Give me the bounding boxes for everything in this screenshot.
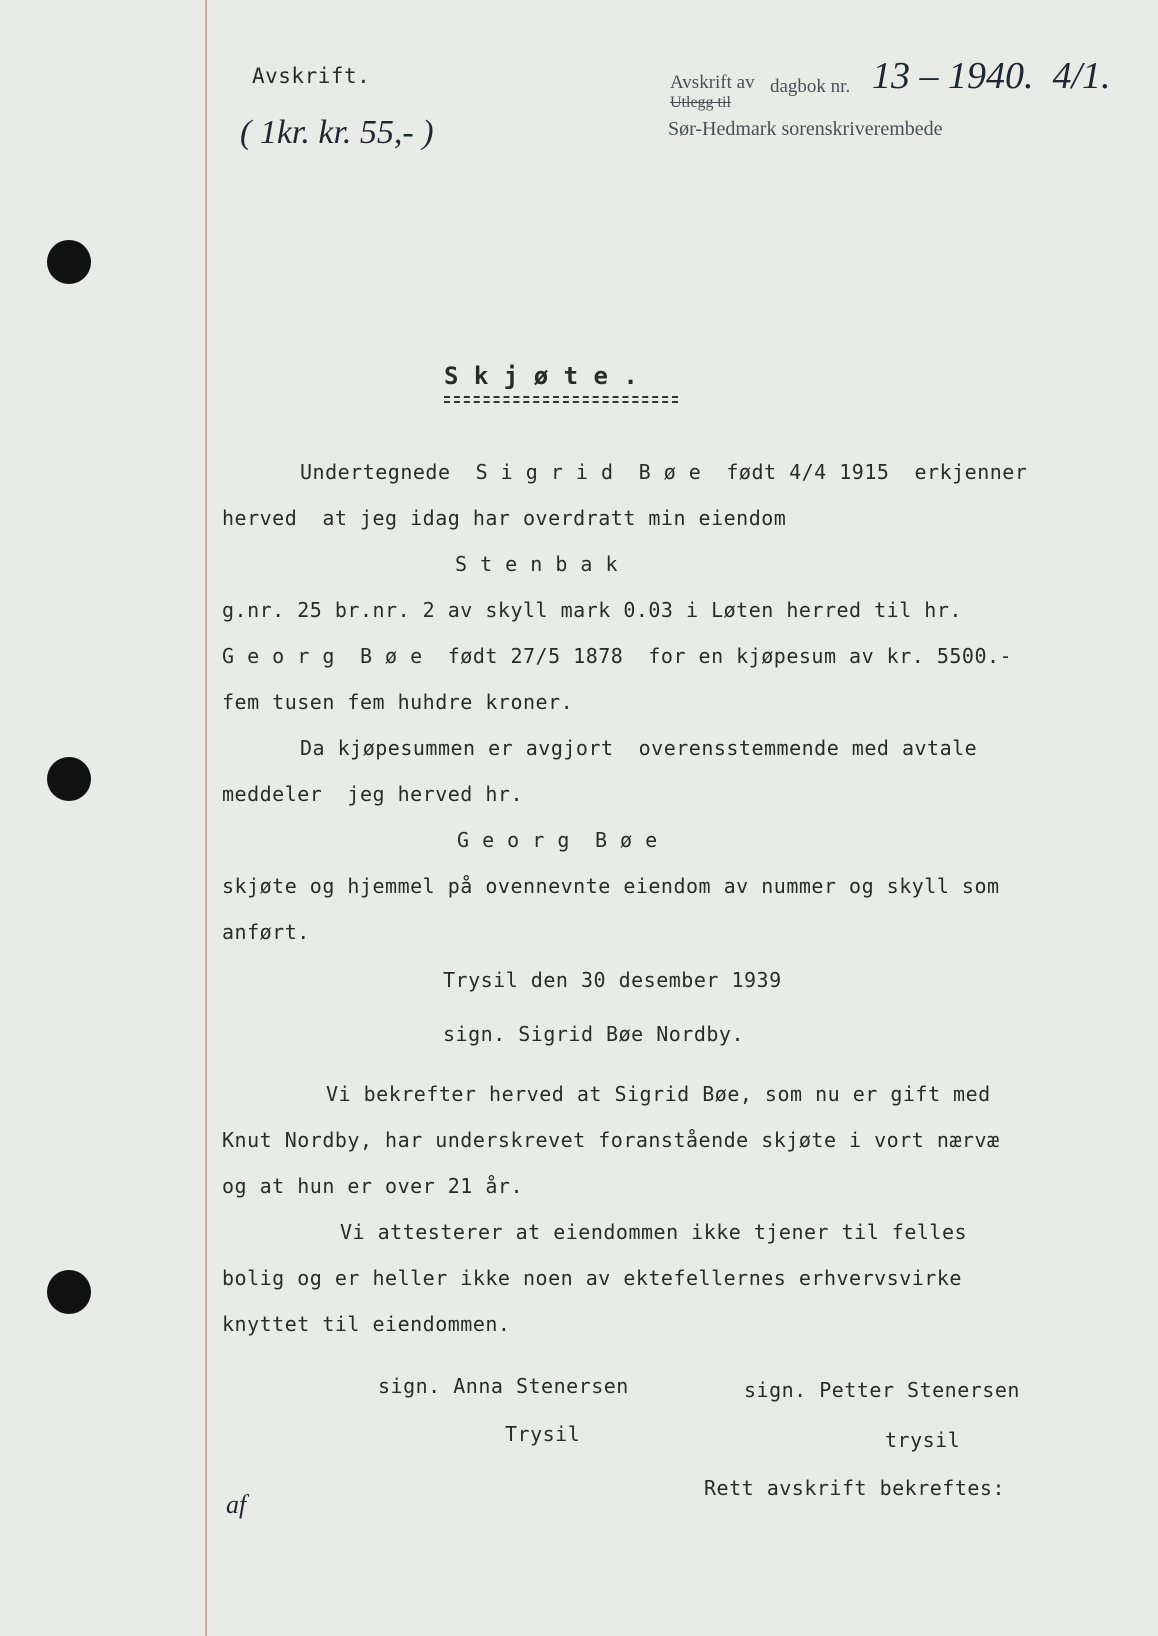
body-line: S t e n b a k (455, 552, 619, 576)
body-line: sign. Sigrid Bøe Nordby. (443, 1022, 744, 1046)
stamp-dagbok: dagbok nr. (770, 76, 851, 97)
body-line: Vi attesterer at eiendommen ikke tjener til felles (340, 1220, 968, 1244)
body-line: herved at jeg idag har overdratt min eiendom (222, 506, 787, 530)
stamp-utlegg-struck: Utlegg til (670, 94, 731, 111)
body-line: fem tusen fem huhdre kroner. (222, 690, 574, 714)
handwritten-dagbok-number: 13 – 1940. 4/1. (872, 55, 1111, 97)
title-underline (444, 396, 678, 403)
body-line: Vi bekrefter herved at Sigrid Bøe, som nu er gift med (326, 1082, 991, 1106)
handwritten-initials: af (226, 1490, 247, 1519)
avskrift-label: Avskrift. (252, 64, 371, 88)
body-line: Undertegnede S i g r i d B ø e født 4/4 1915 erkjenner (300, 460, 1028, 484)
stamp-avskrift-av: Avskrift av (670, 72, 755, 93)
witness-left-name: sign. Anna Stenersen (378, 1374, 629, 1398)
handwritten-fee-note: ( 1kr. kr. 55,- ) (240, 114, 434, 151)
punch-hole (47, 240, 91, 284)
body-line: og at hun er over 21 år. (222, 1174, 523, 1198)
body-line: G e o r g B ø e (457, 828, 658, 852)
body-line: meddeler jeg herved hr. (222, 782, 523, 806)
body-line: bolig og er heller ikke noen av ektefellernes erhvervsvirke (222, 1266, 962, 1290)
body-line: skjøte og hjemmel på ovennevnte eiendom av nummer og skyll som (222, 874, 1000, 898)
body-line: Knut Nordby, har underskrevet foranstående skjøte i vort nærvæ (222, 1128, 1000, 1152)
margin-line (205, 0, 207, 1636)
stamp-office: Sør-Hedmark sorenskriverembede (668, 118, 943, 140)
body-line: Trysil den 30 desember 1939 (443, 968, 782, 992)
body-line: anført. (222, 920, 310, 944)
punch-hole (47, 1270, 91, 1314)
certification-line: Rett avskrift bekreftes: (704, 1476, 1005, 1500)
body-line: g.nr. 25 br.nr. 2 av skyll mark 0.03 i Løten herred til hr. (222, 598, 962, 622)
punch-hole (47, 757, 91, 801)
witness-right-place: trysil (885, 1428, 961, 1452)
witness-left-place: Trysil (505, 1422, 581, 1446)
body-line: G e o r g B ø e født 27/5 1878 for en kjøpesum av kr. 5500.- (222, 644, 1013, 668)
body-line: Da kjøpesummen er avgjort overensstemmende med avtale (300, 736, 978, 760)
body-line: knyttet til eiendommen. (222, 1312, 511, 1336)
document-title: S k j ø t e . (444, 362, 639, 390)
witness-right-name: sign. Petter Stenersen (744, 1378, 1020, 1402)
